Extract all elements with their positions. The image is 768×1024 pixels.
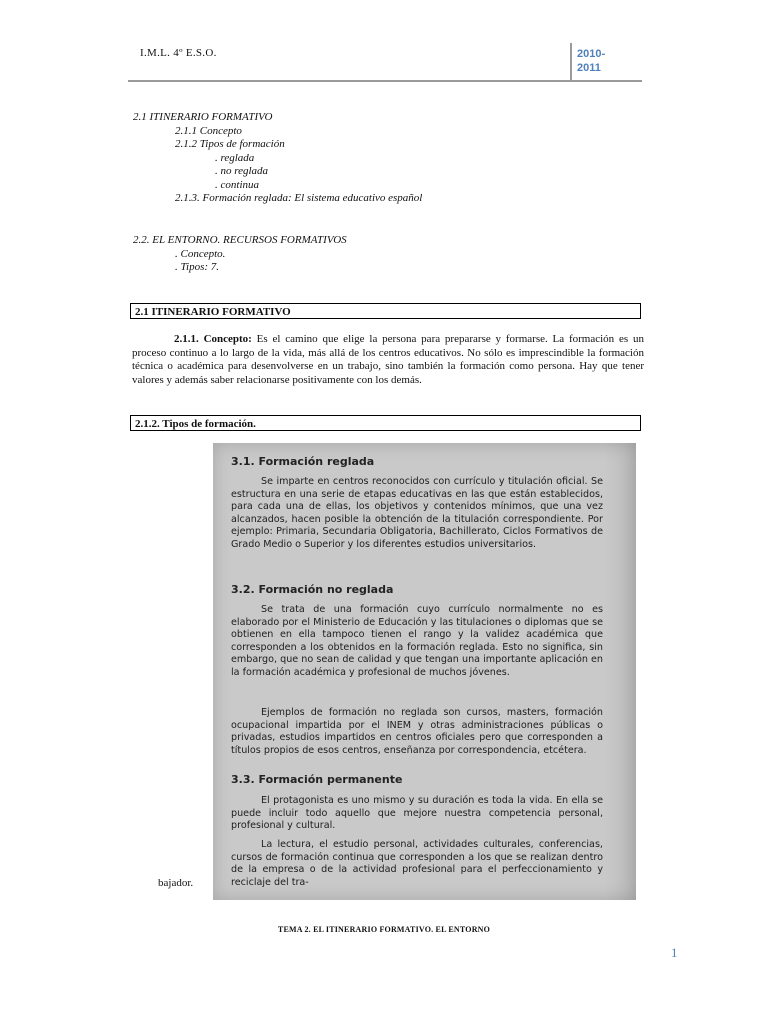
scan-paragraph bbox=[231, 604, 603, 680]
header-year bbox=[577, 47, 637, 75]
header-year-line1: 2010- bbox=[577, 48, 606, 60]
scan-text: Se trata de una formación cuyo currículo normalmente no es elaborado por el Ministerio de Educación y las titulaciones o diplomas que se obtienen en ella tampoco tienen el rango y la validez académica que corresponden a los obtenidos en la formación reglada. Esto no significa, sin embargo, que no sean de calidad y que tengan una importante aplicación en la formación académica y profesional de muchos jóvenes. bbox=[231, 604, 603, 678]
toc-section-2 bbox=[133, 234, 347, 275]
toc-item: 2.1.1 Concepto bbox=[175, 124, 242, 137]
scan-text: Se imparte en centros reconocidos con currículo y titulación oficial. Se estructura en una serie de etapas educativas en las que están establecidos, para cada una de ellas, los objetivos y contenidos mínimos, que una vez alcanzados, hacen posible la obtención de la titulación correspondiente. Por ejemplo: Primaria, Secundaria Obligatoria, Bachillerato, Ciclos Formativos de Grado Medio o Superior y los diferentes estudios universitarios. bbox=[231, 476, 603, 550]
header-divider-vertical bbox=[570, 43, 572, 81]
header-school: I.M.L. 4º E.S.O. bbox=[140, 47, 217, 59]
toc-subitem: . reglada bbox=[215, 151, 255, 164]
scan-paragraph bbox=[231, 795, 603, 833]
toc-item: 2.1.3. Formación reglada: El sistema educativo español bbox=[175, 192, 423, 204]
concept-body: Es el camino que elige la persona para prepararse y formarse. La formación es un proceso continuo a lo largo de la vida, más allá de los centros educativos. No sólo es imprescindible la formación técnica o académica para desenvolverse en un trabajo, sino también la formación como persona. Hay que tener valores y además saber relacionarse positivamente con los demás. bbox=[132, 333, 644, 386]
scan-heading: 3.2. Formación no reglada bbox=[231, 583, 394, 596]
toc-item: . Tipos: 7. bbox=[175, 261, 220, 273]
footer-title: TEMA 2. EL ITINERARIO FORMATIVO. EL ENTORNO bbox=[277, 925, 491, 934]
scan-text: Ejemplos de formación no reglada son cursos, masters, formación ocupacional impartida por el INEM y otras administraciones públicas o privadas, estudios impartidos en centros oficiales pero que corresponden a títulos propios de esos centros, enseñanza por correspondencia, etcétera. bbox=[231, 707, 603, 756]
concept-lead: 2.1.1. Concepto: bbox=[174, 333, 252, 345]
scan-paragraph bbox=[231, 707, 603, 757]
continuation-text: bajador. bbox=[158, 877, 194, 889]
scan-paragraph bbox=[231, 476, 603, 552]
scan-heading: 3.1. Formación reglada bbox=[231, 455, 375, 468]
toc-subitem: . continua bbox=[215, 178, 259, 191]
scan-page-shadow bbox=[604, 443, 636, 900]
toc-title: 2.1 ITINERARIO FORMATIVO bbox=[133, 111, 273, 123]
scan-heading: 3.3. Formación permanente bbox=[231, 773, 403, 786]
toc-title: 2.2. EL ENTORNO. RECURSOS FORMATIVOS bbox=[133, 234, 347, 246]
scan-text: El protagonista es uno mismo y su duración es toda la vida. En ella se puede incluir todo aquello que mejore nuestra competencia personal, profesional y cultural. bbox=[231, 795, 603, 832]
scan-paragraph bbox=[231, 839, 603, 889]
toc-section-1 bbox=[133, 111, 422, 206]
scan-text: La lectura, el estudio personal, actividades culturales, conferencias, cursos de formación continua que corresponden a los que se realizan dentro de la empresa o de la actividad profesional para el perfeccionamiento y reciclaje del tra- bbox=[231, 839, 603, 888]
toc-item: 2.1.2 Tipos de formación bbox=[175, 138, 285, 150]
section-heading-box: 2.1 ITINERARIO FORMATIVO bbox=[130, 303, 641, 319]
section-heading-box: 2.1.2. Tipos de formación. bbox=[130, 415, 641, 431]
header-year-line2: 2011 bbox=[577, 62, 601, 74]
scanned-book-page bbox=[213, 443, 636, 900]
toc-item: . Concepto. bbox=[175, 247, 226, 260]
header-rule bbox=[128, 80, 642, 82]
concept-paragraph bbox=[132, 333, 644, 387]
page-number: 1 bbox=[671, 945, 678, 960]
toc-subitem: . no reglada bbox=[215, 165, 269, 177]
